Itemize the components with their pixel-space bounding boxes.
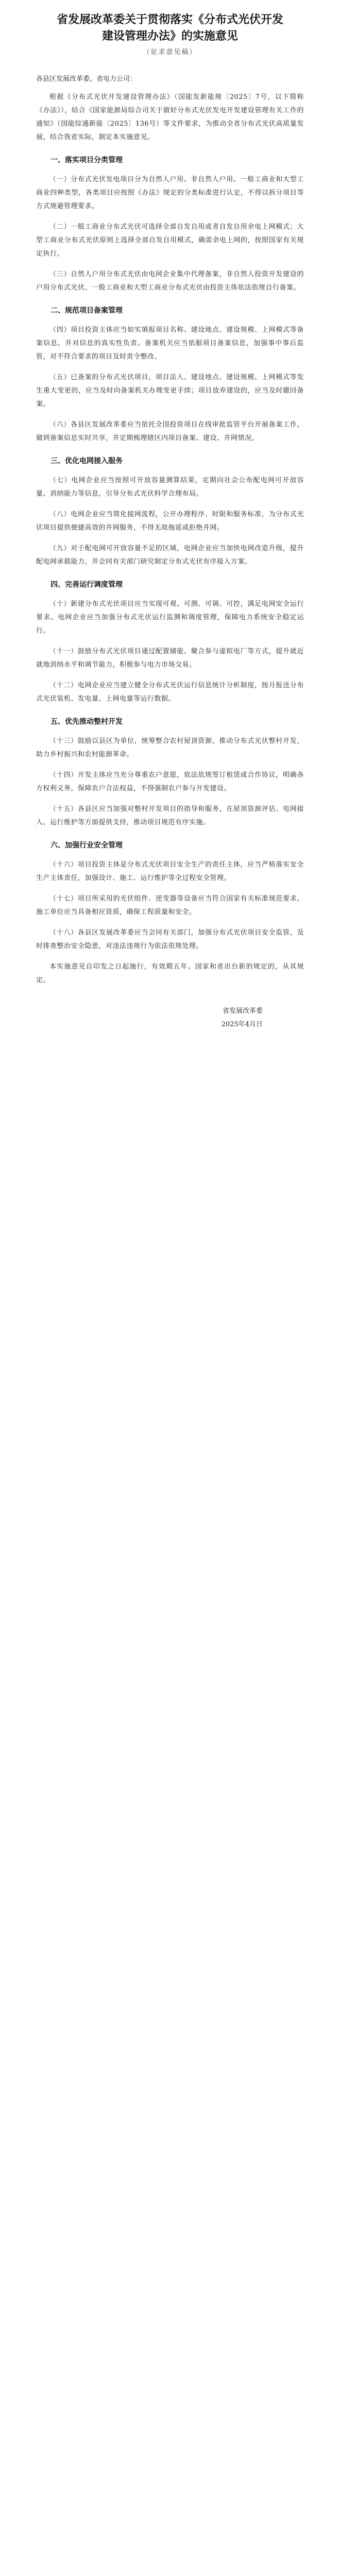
document-subtitle: （征求意见稿） xyxy=(143,48,197,56)
section-heading: 五、优先推动整村开发 xyxy=(50,718,123,726)
body-paragraph: （十六）项目投资主体是分布式光伏项目安全生产的责任主体，应当严格落实安全生产主体责任，加强设计、施工、运行维护等全过程安全管理。 xyxy=(36,861,304,882)
signoff xyxy=(36,1005,304,1031)
body-paragraph: （十七）项目所采用的光伏组件、逆变器等设备应当符合国家有关标准规范要求，施工单位应当具备相应资质，确保工程质量和安全。 xyxy=(36,895,304,916)
body-paragraph: （五）已备案的分布式光伏项目，项目法人、建设地点、建设规模、上网模式等发生重大变更的，应当及时向备案机关办理变更手续；项目放弃建设的，应当及时撤回备案。 xyxy=(36,374,304,408)
section-heading: 三、优化电网接入服务 xyxy=(50,457,123,465)
body-paragraph: （十二）电网企业应当建立健全分布式光伏运行信息统计分析制度，按月报送分布式光伏装机、发电量、上网电量等运行数据。 xyxy=(36,682,304,703)
body-paragraph: （六）各县区发展改革委应当依托全国投资项目在线审批监管平台开展备案工作，做到备案信息实时共享，并定期梳理辖区内项目备案、建设、并网情况。 xyxy=(36,421,304,442)
body-paragraph: （一）分布式光伏发电项目分为自然人户用、非自然人户用、一般工商业和大型工商业四种类型，各类项目应按照《办法》规定的分类标准进行认定，不得以拆分项目等方式规避管理要求。 xyxy=(36,176,304,210)
body-paragraph: （八）电网企业应当简化接网流程，公开办理程序、时限和服务标准，为分布式光伏项目提供便捷高效的并网服务，不得无故拖延或拒绝并网。 xyxy=(36,511,304,532)
body-paragraph: （十）新建分布式光伏项目应当实现可观、可测、可调、可控，满足电网安全运行要求。电网企业应当加强分布式光伏运行监测和调度管理，保障电力系统安全稳定运行。 xyxy=(36,600,304,635)
body-paragraph: （二）一般工商业分布式光伏可选择全部自发自用或者自发自用余电上网模式；大型工商业分布式光伏原则上选择全部自发自用模式，确需余电上网的，按照国家有关规定执行。 xyxy=(36,223,304,258)
body-paragraph: （四）项目投资主体应当如实填报项目名称、建设地点、建设规模、上网模式等备案信息，并对信息的真实性负责。备案机关应当依据项目备案信息，加强事中事后监管，对不符合要求的项目及时责令整改。 xyxy=(36,326,304,361)
body-paragraph: （十一）鼓励分布式光伏项目通过配置储能、聚合参与虚拟电厂等方式，提升就近就地消纳水平和调节能力，积极参与电力市场交易。 xyxy=(36,648,304,669)
title-line-2: 建设管理办法》的实施意见 xyxy=(101,29,238,43)
body-paragraph: （三）自然人户用分布式光伏由电网企业集中代理备案，非自然人投资开发建设的户用分布式光伏、一般工商业和大型工商业分布式光伏由投资主体依法依规自行备案。 xyxy=(36,270,304,292)
body-paragraph: （九）对于配电网可开放容量不足的区域，电网企业应当加快电网改造升级，提升配电网承载能力，并会同有关部门研究制定分布式光伏有序接入方案。 xyxy=(36,545,304,566)
signoff-organization: 省发展改革委 xyxy=(222,1007,263,1015)
signoff-date: 2025年4月日 xyxy=(221,1021,263,1028)
body-paragraph: 本实施意见自印发之日起施行，有效期五年。国家和省出台新的规定的，从其规定。 xyxy=(36,963,304,984)
body-paragraph: （七）电网企业应当按照可开放容量测算结果，定期向社会公布配电网可开放容量、消纳能力等信息，引导分布式光伏科学合理布局。 xyxy=(36,477,304,498)
intro-paragraph: 根据《分布式光伏开发建设管理办法》（国能发新能规〔2025〕7号，以下简称《办法》），结合《国家能源局综合司关于做好分布式光伏发电开发建设管理有关工作的通知》（国能综通新能〔2025〕136号）等文件要求，为推动全省分布式光伏高质量发展，结合我省实际，制定本实施意见。 xyxy=(36,93,304,141)
body-paragraph: （十三）鼓励以县区为单位，统筹整合农村屋顶资源，推动分布式光伏整村开发，助力乡村振兴和农村能源革命。 xyxy=(36,737,304,758)
section-heading: 二、规范项目备案管理 xyxy=(50,307,123,315)
title-line-1: 省发展改革委关于贯彻落实《分布式光伏开发 xyxy=(56,13,283,26)
body-paragraph: （十八）各县区发展改革委应当会同有关部门，加强分布式光伏项目安全监管，及时排查整治安全隐患，对违法违规行为依法依规处理。 xyxy=(36,929,304,950)
section-heading: 六、加强行业安全管理 xyxy=(50,841,123,850)
body-paragraph: （十四）开发主体应当充分尊重农户意愿，依法依规签订租赁或合作协议，明确各方权利义务，保障农户合法权益，不得强制农户参与开发建设。 xyxy=(36,771,304,792)
section-heading: 一、落实项目分类管理 xyxy=(50,156,123,164)
section-heading: 四、完善运行调度管理 xyxy=(50,581,123,589)
document-body xyxy=(36,154,304,987)
addressee: 各县区发展改革委、省电力公司： xyxy=(36,75,137,83)
document-title xyxy=(36,11,304,44)
body-paragraph: （十五）各县区应当加强对整村开发项目的指导和服务，在屋顶资源评估、电网接入、运行维护等方面提供支持，推动项目规范有序实施。 xyxy=(36,805,304,826)
